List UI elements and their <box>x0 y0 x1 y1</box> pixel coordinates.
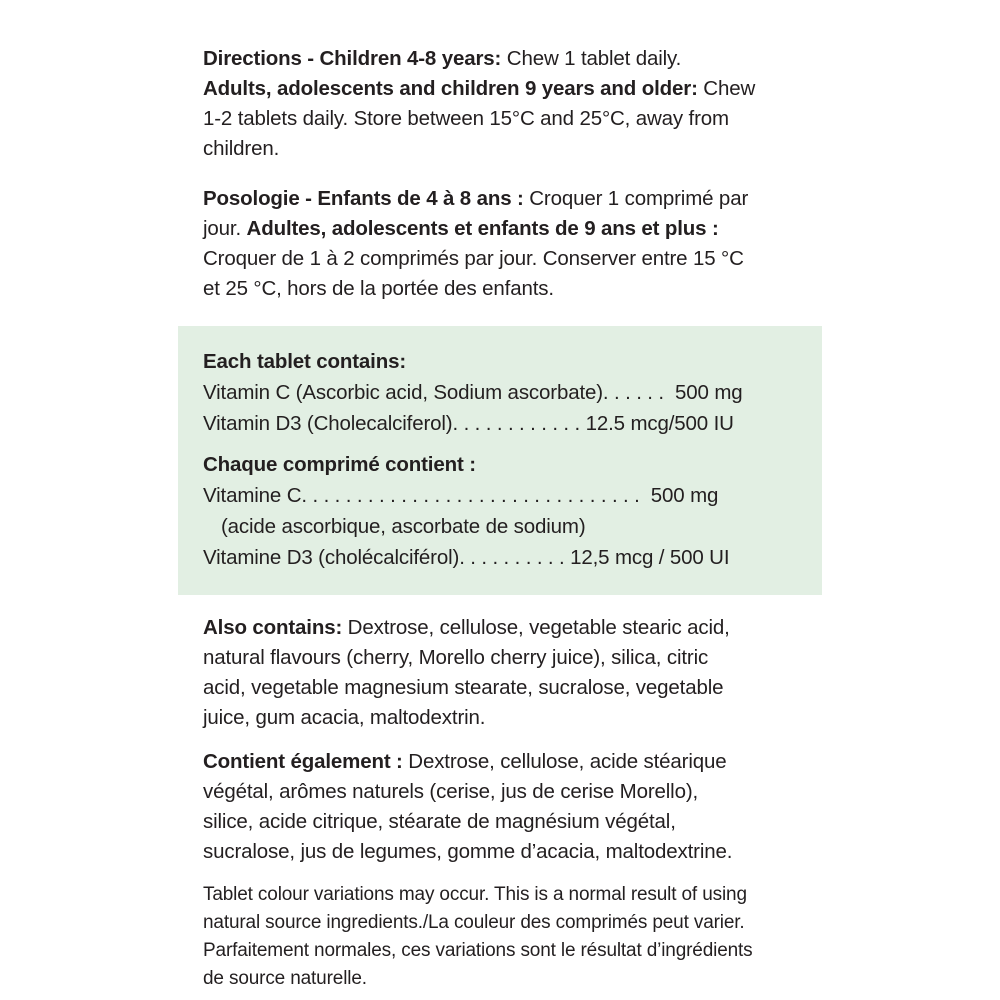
directions-fr-line1-rest: Croquer 1 comprimé par <box>523 187 749 210</box>
supplement-facts-panel <box>178 326 822 595</box>
facts-fr-heading: Chaque comprimé contient : <box>203 453 476 476</box>
directions-english <box>178 44 822 164</box>
directions-en-heading: Directions - Children 4-8 years: <box>203 47 502 70</box>
directions-en-heading2: Adults, adolescents and children 9 years and older: <box>203 77 698 100</box>
facts-fr-row-vitamine-c-name: Vitamine C <box>203 484 302 507</box>
also-contains-en-line3: acid, vegetable magnesium stearate, sucralose, vegetable <box>203 676 724 699</box>
also-contains-english <box>178 613 822 733</box>
directions-fr-line4: et 25 °C, hors de la portée des enfants. <box>203 277 554 300</box>
facts-fr-row-vitamine-d3-name: Vitamine D3 (cholécalciférol) <box>203 546 460 569</box>
facts-fr-vitamine-c-subline: (acide ascorbique, ascorbate de sodium) <box>221 515 586 538</box>
facts-fr-row-vitamine-c-amount: 500 mg <box>650 484 719 507</box>
facts-fr-row-vitamine-d3 <box>203 542 797 573</box>
facts-en-heading: Each tablet contains: <box>203 350 407 373</box>
also-contains-fr-line1-rest: Dextrose, cellulose, acide stéarique <box>402 750 727 773</box>
note-line2: natural source ingredients./La couleur des comprimés peut varier. <box>203 912 745 933</box>
facts-en-row-vitamin-c-name: Vitamin C (Ascorbic acid, Sodium ascorbate) <box>203 381 603 404</box>
directions-fr-heading: Posologie - Enfants de 4 à 8 ans : <box>203 187 524 210</box>
also-contains-en-line1 <box>203 613 797 643</box>
spacer-note <box>178 867 822 881</box>
facts-en-row-vitamin-c <box>203 377 797 408</box>
directions-en-line1 <box>203 44 797 74</box>
facts-fr-row-vitamine-c-leader: . . . . . . . . . . . . . . . . . . . . . . . . . . . . . . . <box>301 484 640 507</box>
spacer-directions <box>178 164 822 184</box>
also-contains-french <box>178 747 822 867</box>
note-line3: Parfaitement normales, ces variations sont le résultat d’ingrédients <box>203 940 753 961</box>
directions-fr-line2-start: jour. <box>203 217 247 240</box>
directions-fr-heading2: Adultes, adolescents et enfants de 9 ans et plus : <box>246 217 719 240</box>
also-contains-fr-heading: Contient également : <box>203 750 403 773</box>
directions-en-line2 <box>203 74 797 104</box>
directions-en-line4: children. <box>203 137 280 160</box>
facts-fr-row-vitamine-c <box>203 480 797 511</box>
label-content <box>178 44 822 993</box>
also-contains-en-heading: Also contains: <box>203 616 343 639</box>
facts-en-row-vitamin-d3-name: Vitamin D3 (Cholecalciferol) <box>203 412 453 435</box>
also-contains-fr-line2: végétal, arômes naturels (cerise, jus de cerise Morello), <box>203 780 699 803</box>
facts-en-row-vitamin-d3-amount: 12.5 mcg/500 IU <box>585 412 734 435</box>
directions-fr-line3: Croquer de 1 à 2 comprimés par jour. Conserver entre 15 °C <box>203 247 744 270</box>
also-contains-fr-line3: silice, acide citrique, stéarate de magnésium végétal, <box>203 810 676 833</box>
also-contains-en-line1-rest: Dextrose, cellulose, vegetable stearic acid, <box>342 616 730 639</box>
directions-french <box>178 184 822 304</box>
also-contains-en-line2: natural flavours (cherry, Morello cherry juice), silica, citric <box>203 646 709 669</box>
note-line1: Tablet colour variations may occur. This is a normal result of using <box>203 884 747 905</box>
facts-fr-row-vitamine-d3-amount: 12,5 mcg / 500 UI <box>570 546 730 569</box>
facts-en-row-vitamin-d3 <box>203 408 797 439</box>
also-contains-en-line4: juice, gum acacia, maltodextrin. <box>203 706 486 729</box>
directions-en-line2-rest: Chew <box>697 77 756 100</box>
colour-variation-note <box>178 881 822 993</box>
directions-en-line3: 1-2 tablets daily. Store between 15°C and 25°C, away from <box>203 107 729 130</box>
spacer-also-contains <box>178 733 822 747</box>
also-contains-fr-line1 <box>203 747 797 777</box>
facts-en-row-vitamin-c-amount: 500 mg <box>675 381 743 404</box>
facts-en-row-vitamin-d3-leader: . . . . . . . . . . . . <box>452 412 581 435</box>
facts-en-row-vitamin-c-leader: . . . . . . <box>602 381 664 404</box>
spacer-facts <box>203 439 797 449</box>
note-line4: de source naturelle. <box>203 968 367 989</box>
also-contains-fr-line4: sucralose, jus de legumes, gomme d’acacia, maltodextrine. <box>203 840 733 863</box>
directions-en-line1-rest: Chew 1 tablet daily. <box>501 47 682 70</box>
facts-fr-row-vitamine-d3-leader: . . . . . . . . . . <box>459 546 565 569</box>
directions-fr-line1 <box>203 184 797 214</box>
directions-fr-line2 <box>203 214 797 244</box>
